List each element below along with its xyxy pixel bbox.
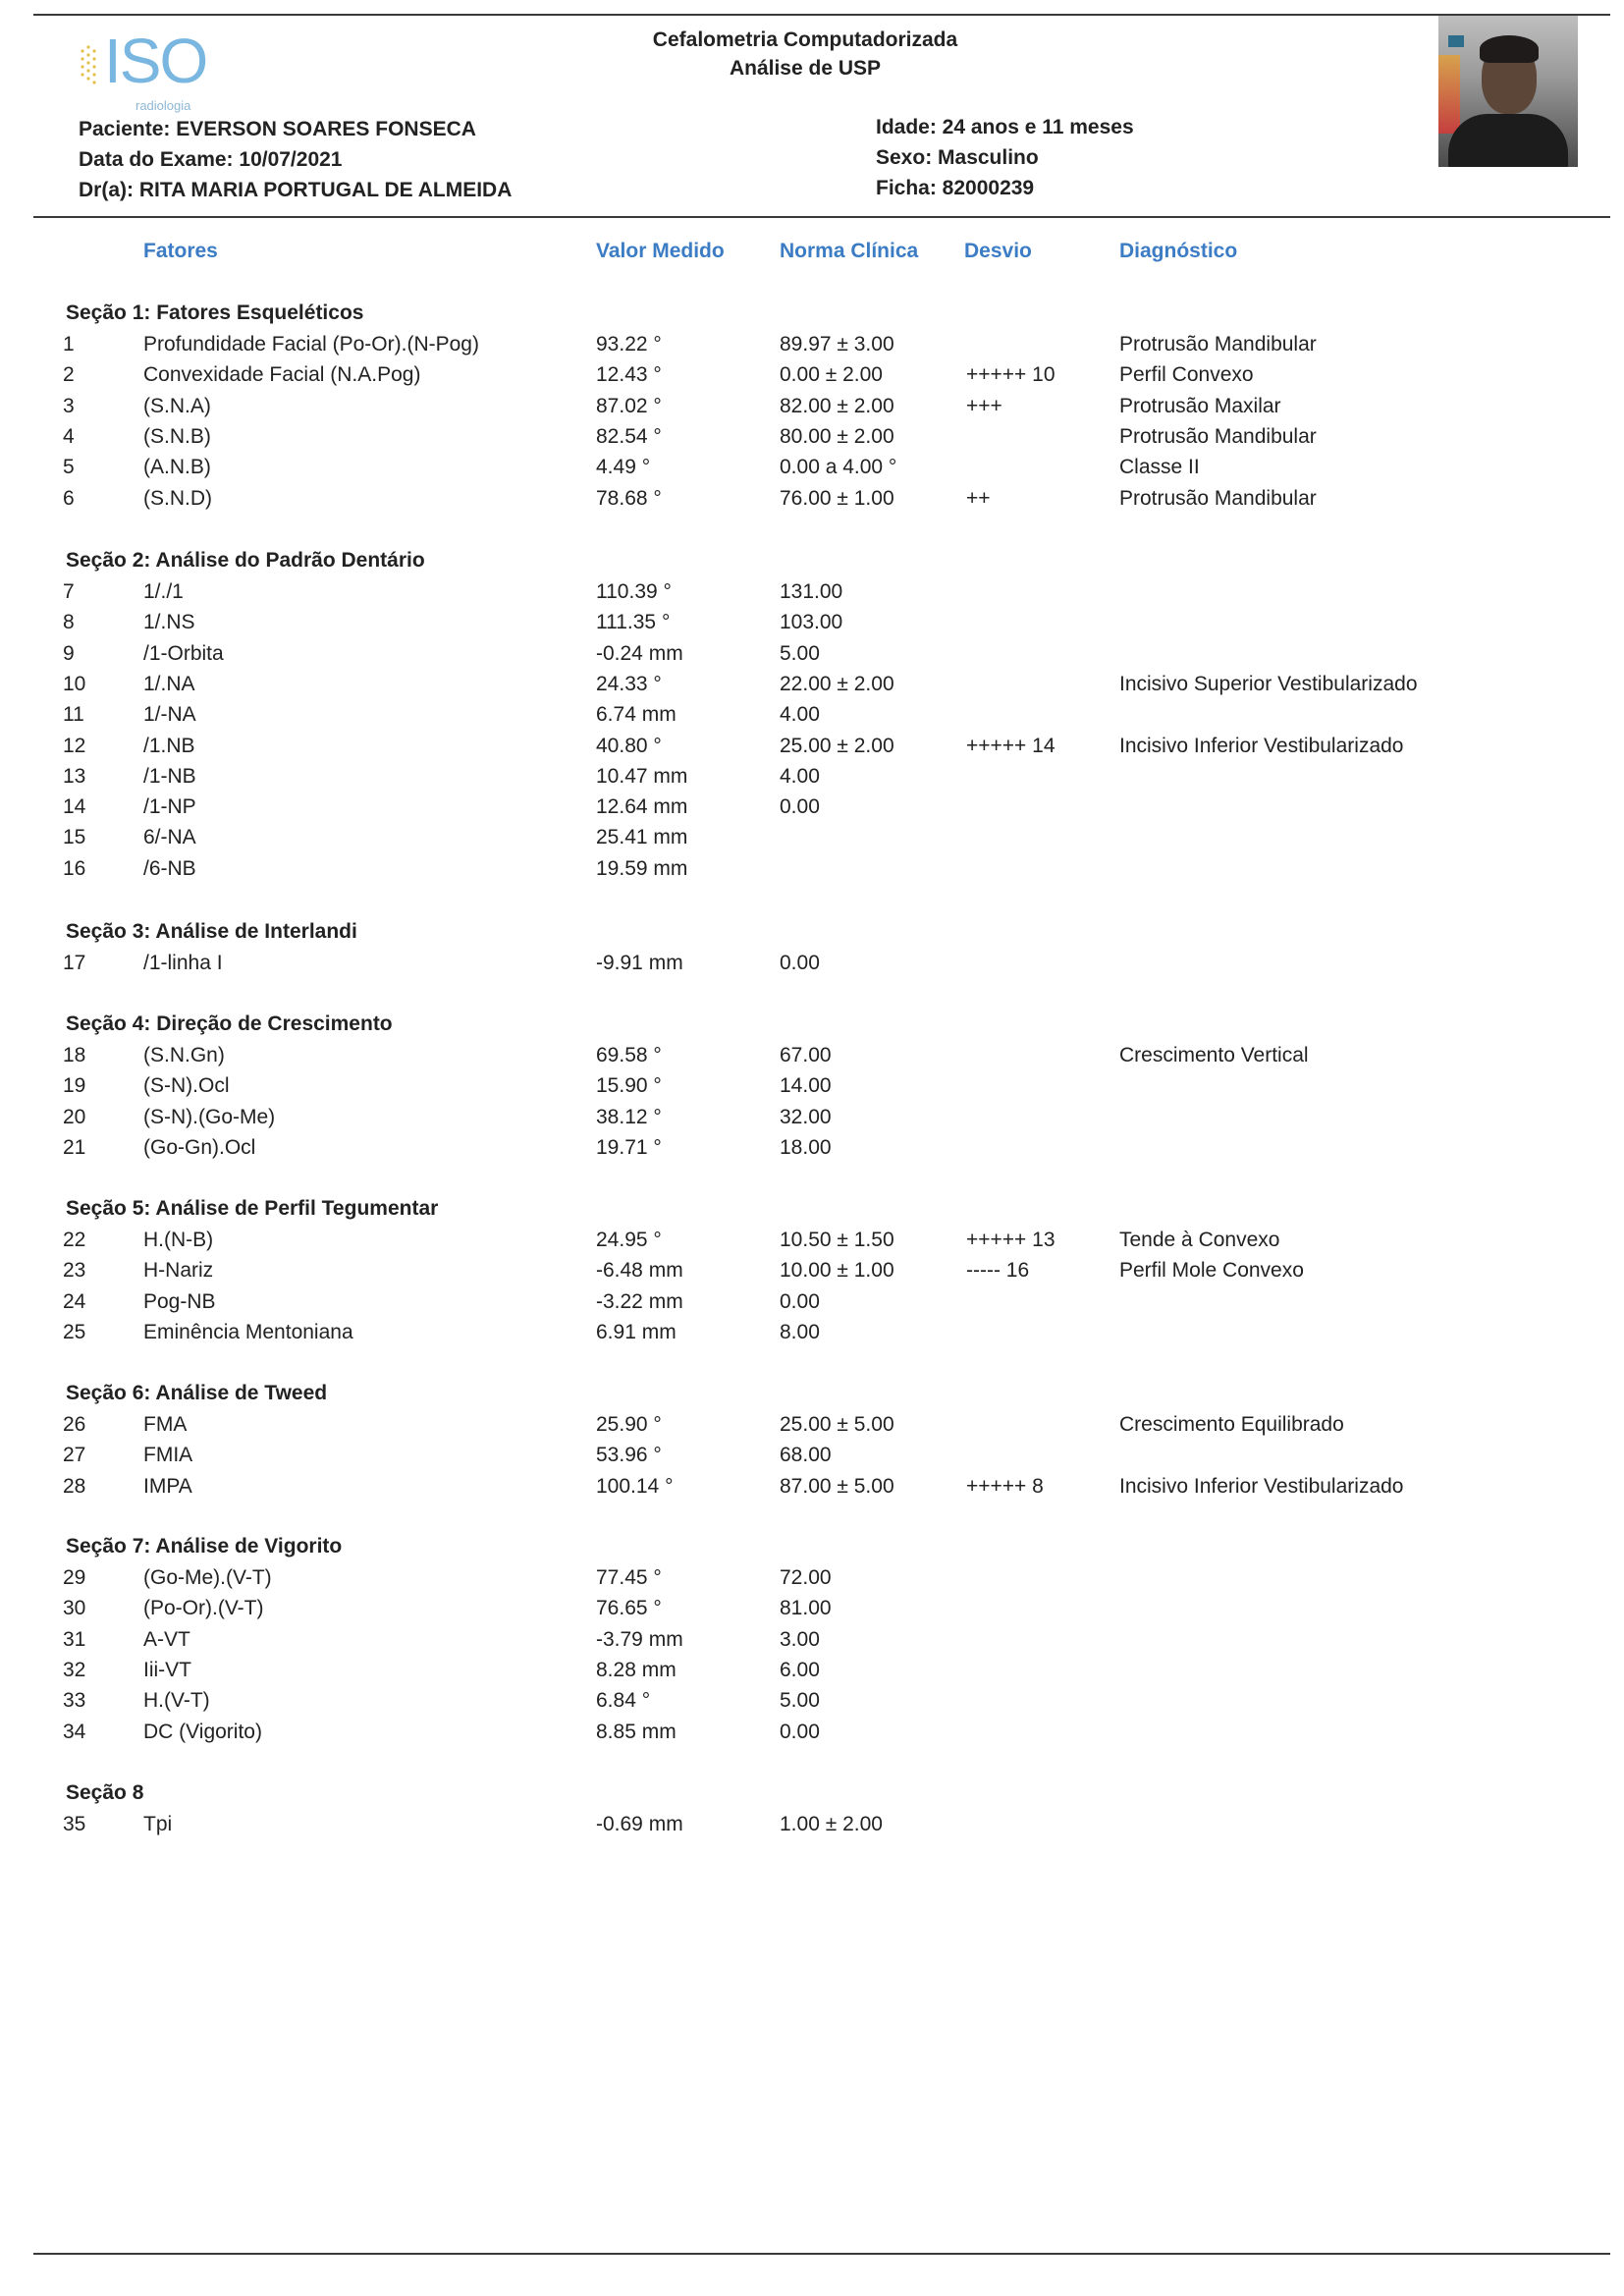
row-number: 22 xyxy=(63,1229,86,1251)
row-measured-value: 8.28 mm xyxy=(596,1659,677,1681)
row-clinical-norm: 131.00 xyxy=(780,580,843,603)
row-number: 14 xyxy=(63,795,86,818)
table-row xyxy=(0,673,1624,702)
row-measured-value: 53.96 ° xyxy=(596,1444,662,1466)
row-clinical-norm: 8.00 xyxy=(780,1321,820,1343)
row-clinical-norm: 25.00 ± 2.00 xyxy=(780,735,894,757)
row-number: 8 xyxy=(63,611,75,633)
row-number: 13 xyxy=(63,765,86,788)
row-measured-value: 93.22 ° xyxy=(596,333,662,355)
logo-subtext: radiologia xyxy=(135,98,191,113)
doctor-name: Dr(a): RITA MARIA PORTUGAL DE ALMEIDA xyxy=(79,179,513,201)
row-clinical-norm: 76.00 ± 1.00 xyxy=(780,487,894,510)
row-factor: FMA xyxy=(143,1413,188,1436)
table-row xyxy=(0,1689,1624,1719)
table-row xyxy=(0,826,1624,855)
row-number: 29 xyxy=(63,1566,86,1589)
row-measured-value: 25.90 ° xyxy=(596,1413,662,1436)
patient-name: Paciente: EVERSON SOARES FONSECA xyxy=(79,118,476,140)
column-header-deviation: Desvio xyxy=(964,240,1032,262)
row-diagnosis: Protrusão Maxilar xyxy=(1119,395,1281,417)
row-number: 16 xyxy=(63,857,86,880)
row-number: 27 xyxy=(63,1444,86,1466)
row-factor: 1/.NA xyxy=(143,673,195,695)
row-measured-value: -3.79 mm xyxy=(596,1628,683,1651)
patient-photo xyxy=(1438,16,1578,167)
row-factor: (Po-Or).(V-T) xyxy=(143,1597,264,1619)
row-measured-value: 40.80 ° xyxy=(596,735,662,757)
table-row xyxy=(0,487,1624,517)
row-factor: (S.N.B) xyxy=(143,425,211,448)
row-number: 28 xyxy=(63,1475,86,1498)
row-clinical-norm: 103.00 xyxy=(780,611,843,633)
row-factor: H.(N-B) xyxy=(143,1229,214,1251)
column-header-factors: Fatores xyxy=(143,240,218,262)
row-measured-value: 6.91 mm xyxy=(596,1321,677,1343)
row-clinical-norm: 68.00 xyxy=(780,1444,832,1466)
row-factor: (S-N).Ocl xyxy=(143,1074,230,1097)
header-rule xyxy=(33,216,1610,218)
row-clinical-norm: 5.00 xyxy=(780,642,820,665)
row-factor: DC (Vigorito) xyxy=(143,1721,262,1743)
row-factor: /1-NB xyxy=(143,765,196,788)
exam-date: Data do Exame: 10/07/2021 xyxy=(79,148,343,171)
table-row xyxy=(0,703,1624,733)
table-row xyxy=(0,580,1624,610)
row-clinical-norm: 1.00 ± 2.00 xyxy=(780,1813,883,1835)
section-title: Seção 2: Análise do Padrão Dentário xyxy=(66,549,425,572)
row-measured-value: 78.68 ° xyxy=(596,487,662,510)
row-clinical-norm: 89.97 ± 3.00 xyxy=(780,333,894,355)
table-row xyxy=(0,1659,1624,1688)
row-factor: (Go-Gn).Ocl xyxy=(143,1136,256,1159)
table-row xyxy=(0,1074,1624,1104)
table-row xyxy=(0,1566,1624,1596)
row-factor: Pog-NB xyxy=(143,1290,216,1313)
row-factor: 6/-NA xyxy=(143,826,196,848)
table-row xyxy=(0,795,1624,825)
table-row xyxy=(0,1813,1624,1842)
row-number: 9 xyxy=(63,642,75,665)
top-rule xyxy=(33,14,1610,16)
iso-logo xyxy=(79,26,236,114)
row-diagnosis: Protrusão Mandibular xyxy=(1119,425,1317,448)
row-measured-value: 19.71 ° xyxy=(596,1136,662,1159)
row-factor: /1-linha I xyxy=(143,952,223,974)
record-number: Ficha: 82000239 xyxy=(876,177,1035,199)
table-row xyxy=(0,1413,1624,1443)
footer-rule xyxy=(33,2253,1610,2255)
row-factor: /6-NB xyxy=(143,857,196,880)
row-measured-value: 8.85 mm xyxy=(596,1721,677,1743)
row-factor: Convexidade Facial (N.A.Pog) xyxy=(143,363,421,386)
row-deviation: +++++ 10 xyxy=(966,363,1056,386)
row-measured-value: 6.84 ° xyxy=(596,1689,651,1712)
row-deviation: +++++ 13 xyxy=(966,1229,1056,1251)
logo-dots-icon xyxy=(79,41,100,94)
row-diagnosis: Perfil Mole Convexo xyxy=(1119,1259,1304,1282)
table-row xyxy=(0,395,1624,424)
row-measured-value: 38.12 ° xyxy=(596,1106,662,1128)
row-number: 35 xyxy=(63,1813,86,1835)
row-clinical-norm: 0.00 xyxy=(780,1721,820,1743)
row-factor: Profundidade Facial (Po-Or).(N-Pog) xyxy=(143,333,479,355)
logo-wordmark: ISO xyxy=(104,26,207,96)
row-number: 34 xyxy=(63,1721,86,1743)
row-diagnosis: Protrusão Mandibular xyxy=(1119,487,1317,510)
row-measured-value: 25.41 mm xyxy=(596,826,688,848)
row-clinical-norm: 82.00 ± 2.00 xyxy=(780,395,894,417)
row-number: 2 xyxy=(63,363,75,386)
row-clinical-norm: 3.00 xyxy=(780,1628,820,1651)
row-number: 21 xyxy=(63,1136,86,1159)
row-factor: H.(V-T) xyxy=(143,1689,210,1712)
table-row xyxy=(0,1136,1624,1166)
table-row xyxy=(0,1597,1624,1626)
row-factor: A-VT xyxy=(143,1628,190,1651)
row-measured-value: -0.24 mm xyxy=(596,642,683,665)
table-row xyxy=(0,1444,1624,1473)
row-diagnosis: Classe II xyxy=(1119,456,1200,478)
row-clinical-norm: 72.00 xyxy=(780,1566,832,1589)
row-deviation: ++ xyxy=(966,487,991,510)
table-row xyxy=(0,1721,1624,1750)
row-deviation: +++++ 8 xyxy=(966,1475,1044,1498)
row-number: 6 xyxy=(63,487,75,510)
row-clinical-norm: 14.00 xyxy=(780,1074,832,1097)
row-factor: Tpi xyxy=(143,1813,173,1835)
section-title: Seção 8 xyxy=(66,1781,144,1804)
table-row xyxy=(0,425,1624,455)
row-factor: (A.N.B) xyxy=(143,456,211,478)
column-header-measured: Valor Medido xyxy=(596,240,725,262)
row-measured-value: 24.33 ° xyxy=(596,673,662,695)
row-factor: (S.N.Gn) xyxy=(143,1044,225,1066)
row-number: 30 xyxy=(63,1597,86,1619)
row-deviation: ----- 16 xyxy=(966,1259,1030,1282)
row-clinical-norm: 0.00 ± 2.00 xyxy=(780,363,883,386)
row-factor: 1/.NS xyxy=(143,611,195,633)
row-factor: H-Nariz xyxy=(143,1259,214,1282)
row-number: 1 xyxy=(63,333,75,355)
row-number: 15 xyxy=(63,826,86,848)
row-number: 5 xyxy=(63,456,75,478)
row-factor: /1.NB xyxy=(143,735,195,757)
section-title: Seção 4: Direção de Crescimento xyxy=(66,1012,393,1035)
row-clinical-norm: 18.00 xyxy=(780,1136,832,1159)
row-clinical-norm: 4.00 xyxy=(780,765,820,788)
row-number: 11 xyxy=(63,703,84,726)
row-clinical-norm: 87.00 ± 5.00 xyxy=(780,1475,894,1498)
row-factor: (Go-Me).(V-T) xyxy=(143,1566,272,1589)
row-measured-value: 82.54 ° xyxy=(596,425,662,448)
row-measured-value: -9.91 mm xyxy=(596,952,683,974)
row-number: 26 xyxy=(63,1413,86,1436)
row-clinical-norm: 0.00 xyxy=(780,952,820,974)
table-row xyxy=(0,1290,1624,1320)
table-row xyxy=(0,1628,1624,1658)
table-row xyxy=(0,1259,1624,1288)
row-measured-value: 76.65 ° xyxy=(596,1597,662,1619)
row-measured-value: 100.14 ° xyxy=(596,1475,674,1498)
section-title: Seção 6: Análise de Tweed xyxy=(66,1382,328,1404)
row-measured-value: -6.48 mm xyxy=(596,1259,683,1282)
row-factor: IMPA xyxy=(143,1475,192,1498)
row-measured-value: 69.58 ° xyxy=(596,1044,662,1066)
row-number: 20 xyxy=(63,1106,86,1128)
row-deviation: +++++ 14 xyxy=(966,735,1056,757)
patient-sex: Sexo: Masculino xyxy=(876,146,1039,169)
row-number: 33 xyxy=(63,1689,86,1712)
row-number: 25 xyxy=(63,1321,86,1343)
section-title: Seção 1: Fatores Esqueléticos xyxy=(66,301,364,324)
row-diagnosis: Perfil Convexo xyxy=(1119,363,1254,386)
row-measured-value: 77.45 ° xyxy=(596,1566,662,1589)
row-factor: FMIA xyxy=(143,1444,193,1466)
row-clinical-norm: 80.00 ± 2.00 xyxy=(780,425,894,448)
section-title: Seção 7: Análise de Vigorito xyxy=(66,1535,343,1558)
row-factor: /1-Orbita xyxy=(143,642,224,665)
row-measured-value: -3.22 mm xyxy=(596,1290,683,1313)
row-measured-value: 10.47 mm xyxy=(596,765,688,788)
patient-age: Idade: 24 anos e 11 meses xyxy=(876,116,1134,138)
row-factor: (S.N.A) xyxy=(143,395,211,417)
row-diagnosis: Crescimento Vertical xyxy=(1119,1044,1309,1066)
table-row xyxy=(0,857,1624,887)
row-number: 3 xyxy=(63,395,75,417)
row-factor: Iii-VT xyxy=(143,1659,191,1681)
row-clinical-norm: 0.00 xyxy=(780,795,820,818)
column-header-diagnosis: Diagnóstico xyxy=(1119,240,1238,262)
table-row xyxy=(0,456,1624,485)
row-measured-value: 4.49 ° xyxy=(596,456,651,478)
row-number: 17 xyxy=(63,952,86,974)
row-measured-value: 12.43 ° xyxy=(596,363,662,386)
row-diagnosis: Incisivo Inferior Vestibularizado xyxy=(1119,735,1404,757)
table-row xyxy=(0,765,1624,794)
row-number: 32 xyxy=(63,1659,86,1681)
row-clinical-norm: 67.00 xyxy=(780,1044,832,1066)
table-row xyxy=(0,363,1624,393)
table-row xyxy=(0,735,1624,764)
row-factor: Eminência Mentoniana xyxy=(143,1321,353,1343)
table-row xyxy=(0,642,1624,672)
row-measured-value: 24.95 ° xyxy=(596,1229,662,1251)
report-subtitle: Análise de USP xyxy=(729,57,882,80)
table-row xyxy=(0,611,1624,640)
row-measured-value: 19.59 mm xyxy=(596,857,688,880)
row-clinical-norm: 6.00 xyxy=(780,1659,820,1681)
row-factor: (S-N).(Go-Me) xyxy=(143,1106,276,1128)
row-clinical-norm: 22.00 ± 2.00 xyxy=(780,673,894,695)
row-clinical-norm: 5.00 xyxy=(780,1689,820,1712)
row-clinical-norm: 0.00 a 4.00 ° xyxy=(780,456,897,478)
row-number: 7 xyxy=(63,580,75,603)
column-header-norm: Norma Clínica xyxy=(780,240,919,262)
row-diagnosis: Crescimento Equilibrado xyxy=(1119,1413,1344,1436)
row-number: 24 xyxy=(63,1290,86,1313)
row-clinical-norm: 0.00 xyxy=(780,1290,820,1313)
patient-info-right xyxy=(876,112,1134,203)
report-title-block xyxy=(589,26,1021,82)
row-factor: /1-NP xyxy=(143,795,196,818)
row-factor: 1/./1 xyxy=(143,580,184,603)
row-clinical-norm: 25.00 ± 5.00 xyxy=(780,1413,894,1436)
row-diagnosis: Protrusão Mandibular xyxy=(1119,333,1317,355)
table-row xyxy=(0,1106,1624,1135)
row-number: 4 xyxy=(63,425,75,448)
row-measured-value: 6.74 mm xyxy=(596,703,677,726)
row-diagnosis: Incisivo Inferior Vestibularizado xyxy=(1119,1475,1404,1498)
report-title: Cefalometria Computadorizada xyxy=(652,28,958,51)
row-deviation: +++ xyxy=(966,395,1002,417)
table-row xyxy=(0,1475,1624,1504)
row-factor: 1/-NA xyxy=(143,703,196,726)
row-clinical-norm: 10.00 ± 1.00 xyxy=(780,1259,894,1282)
row-diagnosis: Tende à Convexo xyxy=(1119,1229,1280,1251)
row-diagnosis: Incisivo Superior Vestibularizado xyxy=(1119,673,1418,695)
section-title: Seção 5: Análise de Perfil Tegumentar xyxy=(66,1197,439,1220)
row-number: 31 xyxy=(63,1628,86,1651)
row-number: 18 xyxy=(63,1044,86,1066)
row-factor: (S.N.D) xyxy=(143,487,212,510)
table-row xyxy=(0,952,1624,981)
section-title: Seção 3: Análise de Interlandi xyxy=(66,920,357,943)
row-measured-value: 110.39 ° xyxy=(596,580,672,603)
row-measured-value: 87.02 ° xyxy=(596,395,662,417)
row-number: 23 xyxy=(63,1259,86,1282)
row-measured-value: 15.90 ° xyxy=(596,1074,662,1097)
table-row xyxy=(0,333,1624,362)
row-clinical-norm: 10.50 ± 1.50 xyxy=(780,1229,894,1251)
patient-info-left xyxy=(79,114,512,205)
row-number: 10 xyxy=(63,673,86,695)
row-clinical-norm: 4.00 xyxy=(780,703,820,726)
row-clinical-norm: 32.00 xyxy=(780,1106,832,1128)
table-row xyxy=(0,1044,1624,1073)
row-measured-value: 111.35 ° xyxy=(596,611,671,633)
row-measured-value: 12.64 mm xyxy=(596,795,688,818)
row-measured-value: -0.69 mm xyxy=(596,1813,683,1835)
table-row xyxy=(0,1321,1624,1350)
row-number: 12 xyxy=(63,735,86,757)
row-clinical-norm: 81.00 xyxy=(780,1597,832,1619)
row-number: 19 xyxy=(63,1074,86,1097)
table-row xyxy=(0,1229,1624,1258)
